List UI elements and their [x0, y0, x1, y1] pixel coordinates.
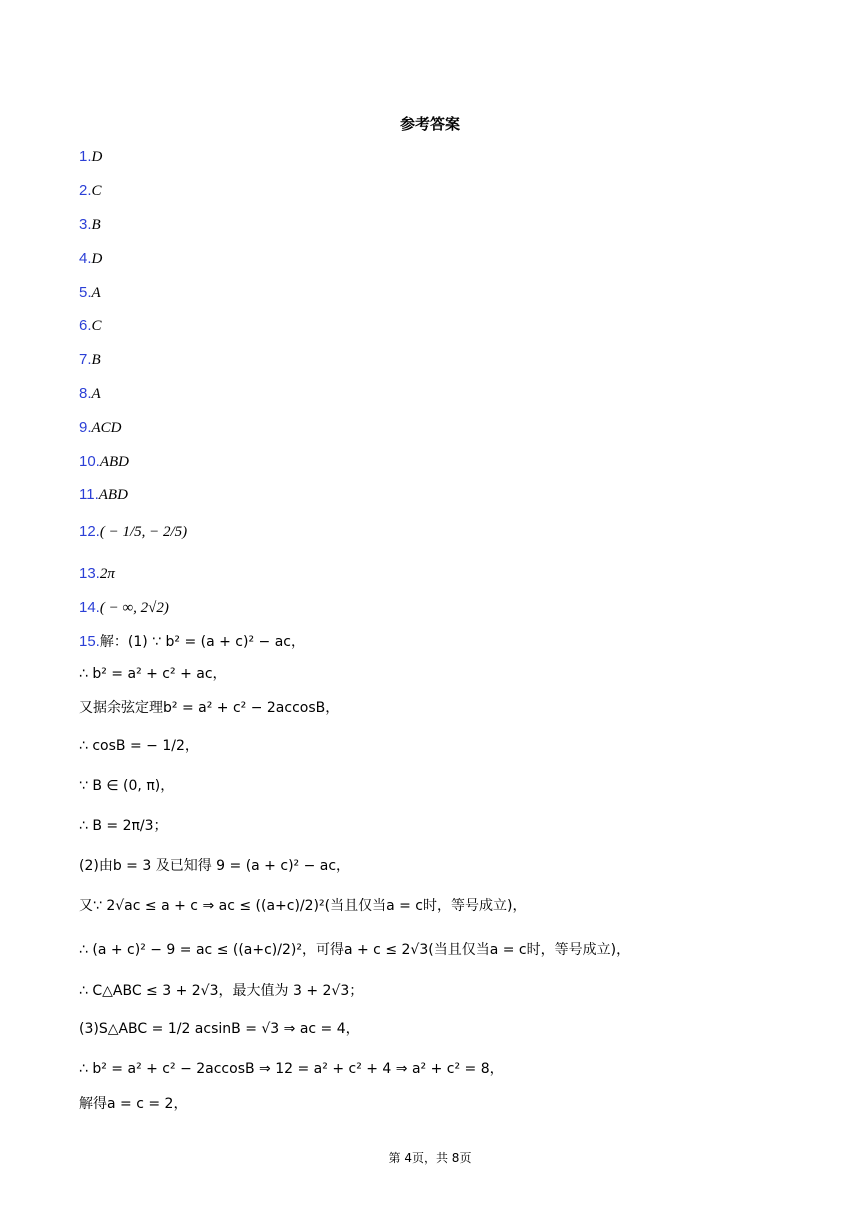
- answer-value: ABD: [99, 454, 130, 470]
- solution-text: (3)S△ABC = 1/2 acsinB = √3 ⇒ ac = 4，: [79, 1021, 360, 1037]
- answer-value: D: [91, 149, 103, 165]
- answer-value: ACD: [91, 420, 122, 436]
- solution-number: 15.: [79, 633, 100, 650]
- answer-number: 11.: [79, 486, 99, 503]
- solution-line: [79, 816, 168, 836]
- answer-number: 12.: [79, 523, 100, 540]
- answer-item: [79, 350, 101, 370]
- solution-text: ∴ C△ABC ≤ 3 + 2√3，最大值为 3 + 2√3；: [79, 983, 364, 999]
- solution-text: ∴ B = 2π/3；: [79, 818, 168, 834]
- answer-value: ( − 1/5, − 2/5): [99, 524, 188, 540]
- answer-item: [79, 283, 101, 303]
- answer-value: A: [91, 285, 101, 301]
- solution-text: ∴ b² = a² + c² − 2accosB ⇒ 12 = a² + c² + 4 ⇒ a² + c² = 8，: [79, 1061, 504, 1077]
- answer-value: A: [91, 386, 101, 402]
- answer-number: 5.: [79, 284, 92, 301]
- page-title: 参考答案: [399, 115, 460, 133]
- answer-number: 6.: [79, 317, 92, 334]
- solution-text: 解得a = c = 2，: [79, 1096, 188, 1112]
- answer-item: [79, 418, 122, 438]
- answer-value: B: [91, 352, 101, 368]
- solution-line: [79, 698, 339, 718]
- solution-line: [79, 981, 363, 1001]
- solution-line: [79, 736, 199, 756]
- answer-number: 4.: [79, 250, 92, 267]
- answer-item: [79, 452, 129, 472]
- answer-number: 10.: [79, 453, 100, 470]
- answer-number: 2.: [79, 182, 92, 199]
- answer-value: C: [91, 318, 102, 334]
- solution-text: (2)由b = 3 及已知得 9 = (a + c)² − ac，: [79, 858, 351, 874]
- answer-item: [79, 249, 102, 269]
- answer-value: ABD: [98, 487, 128, 503]
- solution-text: 又据余弦定理b² = a² + c² − 2accosB，: [79, 700, 340, 716]
- answer-item: [79, 485, 128, 505]
- solution-line: [79, 856, 350, 876]
- answer-item: [79, 564, 115, 584]
- answer-number: 14.: [79, 599, 100, 616]
- solution-text: ∴ (a + c)² − 9 = ac ≤ ((a+c)/2)²，可得a + c ≤ 2√3(当且仅当a = c时，等号成立)，: [79, 942, 631, 958]
- solution-text: 又∵ 2√ac ≤ a + c ⇒ ac ≤ ((a+c)/2)²(当且仅当a = c时，等号成立)，: [79, 898, 527, 914]
- answer-value: 2π: [99, 566, 115, 582]
- answer-value: ( − ∞, 2√2): [99, 600, 169, 616]
- answer-item: [79, 522, 187, 542]
- solution-line: [79, 1019, 360, 1039]
- answer-number: 3.: [79, 216, 92, 233]
- solution-line: [79, 664, 227, 684]
- answer-value: B: [91, 217, 101, 233]
- solution-text: 解：(1) ∵ b² = (a + c)² − ac，: [99, 634, 305, 650]
- answer-number: 13.: [79, 565, 100, 582]
- answer-item: [79, 316, 102, 336]
- solution-line: [79, 632, 305, 652]
- answer-value: C: [91, 183, 102, 199]
- answer-number: 8.: [79, 385, 92, 402]
- answer-item: [79, 181, 102, 201]
- solution-text: ∴ b² = a² + c² + ac，: [79, 666, 227, 682]
- answer-item: [79, 384, 101, 404]
- answer-number: 1.: [79, 148, 92, 165]
- answer-number: 7.: [79, 351, 92, 368]
- solution-text: ∵ B ∈ (0, π)，: [79, 778, 175, 794]
- answer-item: [79, 147, 102, 167]
- solution-line: [79, 896, 526, 916]
- solution-line: [79, 940, 630, 960]
- solution-line: [79, 776, 174, 796]
- answer-item: [79, 598, 169, 618]
- answer-value: D: [91, 251, 103, 267]
- answer-item: [79, 215, 101, 235]
- solution-line: [79, 1094, 187, 1114]
- solution-line: [79, 1059, 504, 1079]
- answer-number: 9.: [79, 419, 92, 436]
- page-footer: 第 4页，共 8页: [388, 1151, 472, 1165]
- solution-text: ∴ cosB = − 1/2，: [79, 738, 199, 754]
